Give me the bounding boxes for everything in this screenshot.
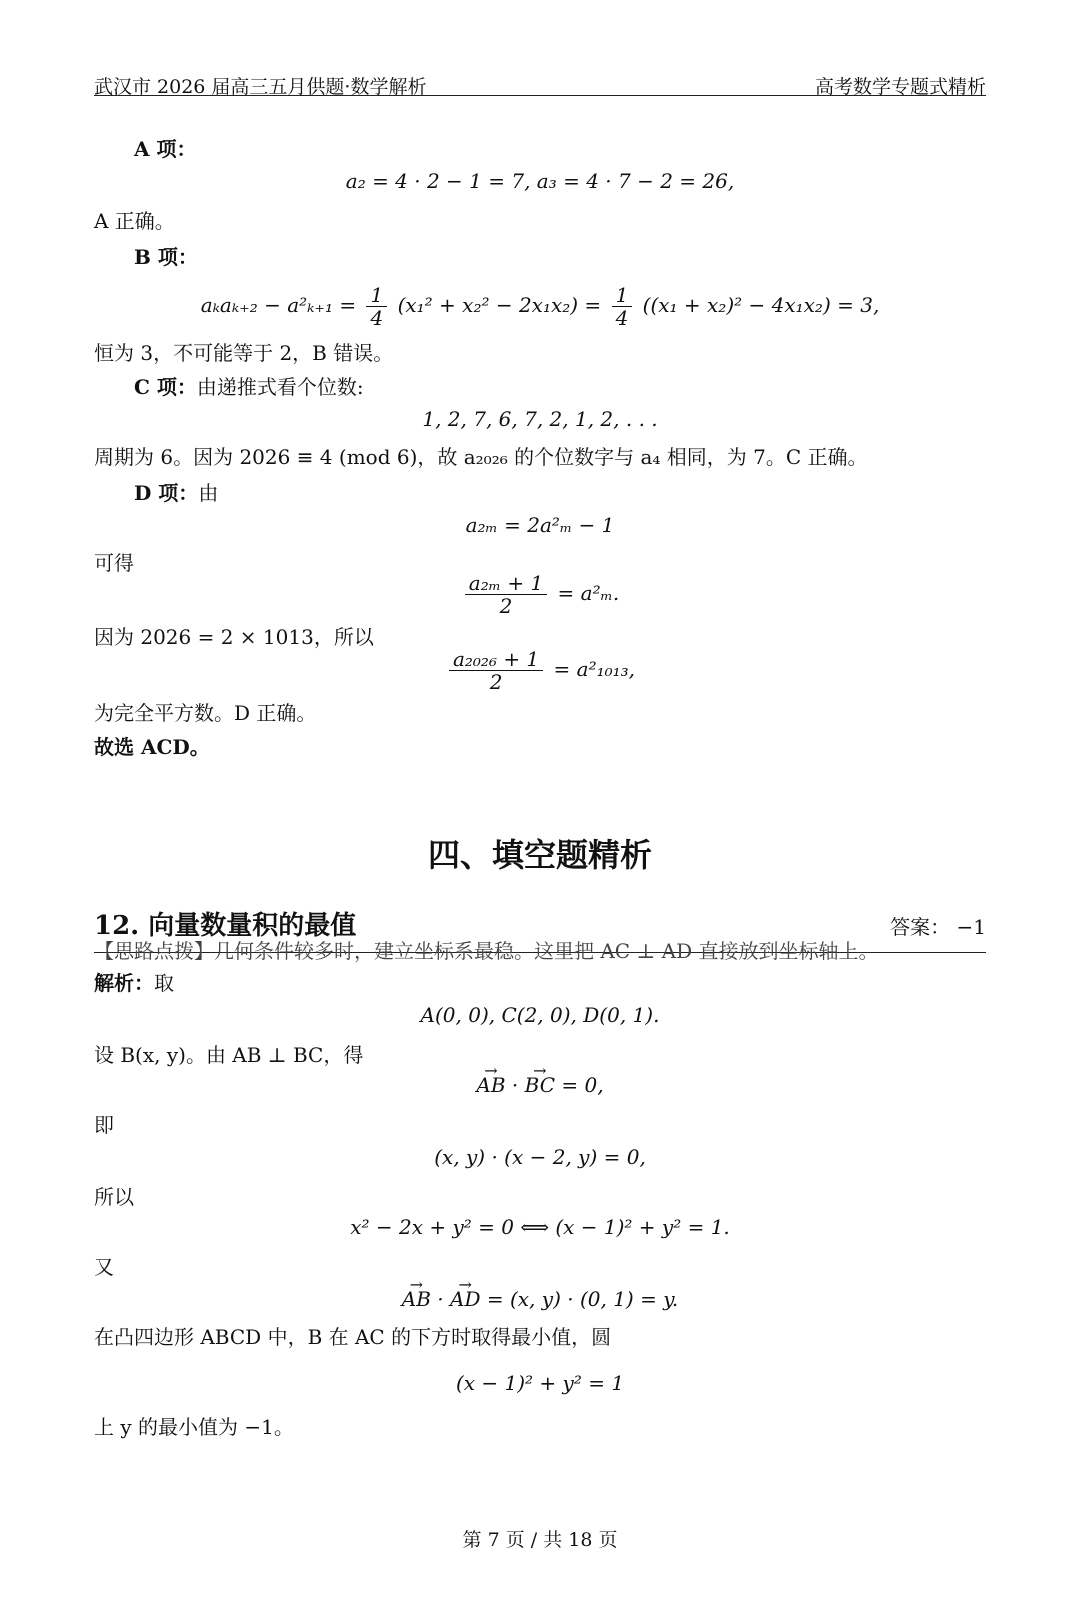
option-b-formula bbox=[94, 282, 986, 329]
header-right: 高考数学专题式精析 bbox=[814, 76, 986, 98]
option-b-conclusion: 恒为 3，不可能等于 2，B 错误。 bbox=[94, 341, 394, 365]
solution-line-4: 又 bbox=[94, 1255, 114, 1279]
header-left: 武汉市 2026 届高三五月供题·数学解析 bbox=[94, 76, 427, 98]
header-divider bbox=[94, 95, 986, 96]
solution-line-3: 所以 bbox=[94, 1185, 134, 1209]
question-12-title: 12. 向量数量积的最值 bbox=[94, 911, 357, 941]
solution-line-6: 上 y 的最小值为 −1。 bbox=[94, 1415, 294, 1439]
option-b-label: B 项： bbox=[134, 245, 198, 269]
solution-line-1: 设 B(x, y)。由 AB ⊥ BC，得 bbox=[94, 1043, 364, 1067]
option-d-formula-3: $\frac{\text{a₂₀₂₆ + 1}}{2}$ = a²₁₀₁₃, bbox=[94, 646, 986, 693]
section-title: 四、填空题精析 bbox=[427, 836, 652, 874]
option-d-conclusion: 为完全平方数。D 正确。 bbox=[94, 701, 317, 725]
equation-5: (x − 1)² + y² = 1 bbox=[455, 1371, 625, 1395]
option-d-formula-1: a₂ₘ = 2a²ₘ − 1 bbox=[465, 513, 615, 537]
vector-equation-4: → AB · → AD = (x, y) · (0, 1) = y. bbox=[94, 1286, 986, 1312]
option-c-conclusion: 周期为 6。因为 2026 ≡ 4 (mod 6)，故 a₂₀₂₆ 的个位数字与 a₄ 相同，为 7。C 正确。 bbox=[94, 445, 868, 469]
question-12-answer: 答案： −1 bbox=[890, 915, 986, 939]
page-number: 第 7 页 / 共 18 页 bbox=[462, 1529, 618, 1551]
option-d-text-3: 因为 2026 = 2 × 1013，所以 bbox=[94, 625, 374, 649]
solution-line-2: 即 bbox=[94, 1113, 114, 1137]
vector-equation-1: → AB · → BC = 0, bbox=[94, 1072, 986, 1098]
option-b-part-2: ((x₁ + x₂)² − 4x₁x₂) = 3, bbox=[642, 293, 880, 317]
option-b-lhs: aₖaₖ₊₂ − a²ₖ₊₁ = bbox=[200, 293, 357, 317]
option-c-line: C 项：由递推式看个位数: bbox=[134, 375, 364, 399]
option-b-part-1: (x₁² + x₂² − 2x₁x₂) = bbox=[397, 293, 602, 317]
option-c-sequence: 1, 2, 7, 6, 7, 2, 1, 2, . . . bbox=[422, 407, 658, 431]
equation-2: (x, y) · (x − 2, y) = 0, bbox=[434, 1145, 646, 1169]
equation-3: x² − 2x + y² = 0 ⟺ (x − 1)² + y² = 1. bbox=[350, 1215, 730, 1239]
option-a-conclusion: A 正确。 bbox=[94, 209, 175, 233]
option-d-text-2: 可得 bbox=[94, 551, 134, 575]
coordinates: A(0, 0), C(2, 0), D(0, 1). bbox=[420, 1003, 660, 1027]
hint-text: 【思路点拨】几何条件较多时，建立坐标系最稳。这里把 AC ⊥ AD 直接放到坐标轴上。 bbox=[94, 939, 879, 963]
option-d-formula-2: $\frac{\text{a₂ₘ + 1}}{2}$ = a²ₘ. bbox=[94, 570, 986, 617]
option-b-fraction-2: $\frac{1}{4}$ bbox=[612, 284, 633, 329]
option-a-formula: a₂ = 4 · 2 − 1 = 7, a₃ = 4 · 7 − 2 = 26, bbox=[345, 169, 735, 193]
option-a-label: A 项： bbox=[134, 137, 197, 161]
option-d-line: D 项：由 bbox=[134, 481, 219, 505]
final-answer: 故选 ACD。 bbox=[94, 735, 210, 759]
solution-line-5: 在凸四边形 ABCD 中，B 在 AC 的下方时取得最小值，圆 bbox=[94, 1325, 612, 1349]
option-b-fraction-1: $\frac{1}{4}$ bbox=[366, 284, 387, 329]
solution-intro: 解析：取 bbox=[94, 971, 174, 995]
